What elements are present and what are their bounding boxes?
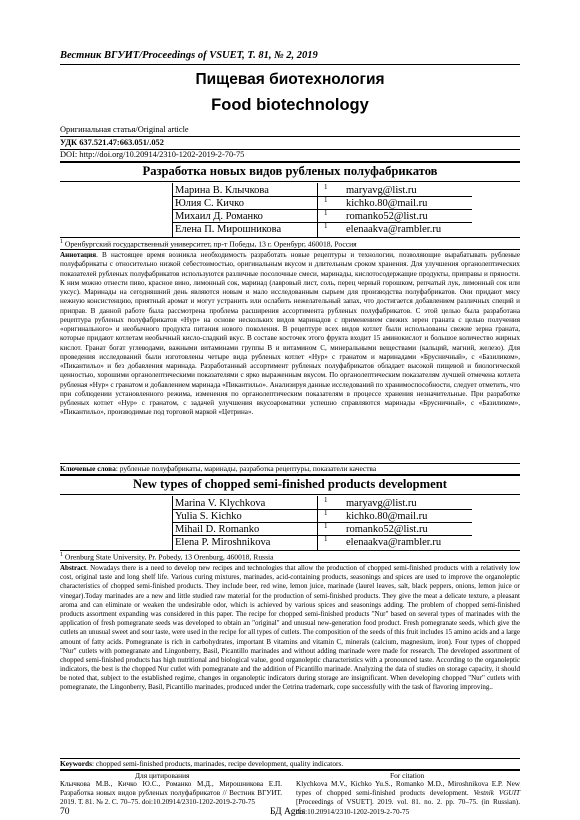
doi-link[interactable]: DOI: http://doi.org/10.20914/2310-1202-2019-2-70-75 [60, 150, 245, 159]
author-grid-line [317, 496, 318, 550]
affil-rule-ru [60, 249, 520, 250]
author-email[interactable]: romanko52@list.ru [346, 524, 428, 535]
journal-header: Вестник ВГУИТ/Proceedings of VSUET, Т. 81, № 2, 2019 [60, 50, 318, 61]
title-rule-ru [60, 181, 520, 182]
author-affil-sup: 1 [324, 196, 328, 204]
author-affil-sup: 1 [324, 183, 328, 191]
citation-en [296, 780, 520, 817]
keywords-label: Keywords [60, 759, 93, 768]
keywords-text: : рубленые полуфабрикаты, маринады, разработка рецептуры, показатели качества [115, 464, 377, 473]
citation-ru: Клычкова М.В., Кичко Ю.С., Романко М.Д., Мирошникова Е.П. Разработка новых видов рубленых полуфабрикатов // Вестник ВГУИТ. 2019. Т. 81. № 2. С. 70–75. doi:10.20914/2310-1202-2019-2-70-75 [60, 780, 282, 807]
section-title-ru: Пищевая биотехнология [195, 71, 385, 88]
author-grid-line [172, 522, 472, 523]
author-grid-line [172, 209, 472, 210]
author-email[interactable]: maryavg@list.ru [346, 185, 417, 196]
author-name: Elena P. Miroshnikova [175, 537, 271, 548]
author-grid-line [172, 196, 472, 197]
affiliation-text: Оренбургский государственный университет, пр-т Победы, 13 г. Оренбург, 460018, Россия [64, 239, 357, 249]
author-grid-line [317, 183, 318, 237]
author-name: Marina V. Klychkova [175, 498, 266, 509]
affiliation-text: Orenburg State University, Pr. Pobedy, 13 Orenburg, 460018, Russia [64, 552, 274, 562]
citation-label-ru: Для цитирования [135, 771, 190, 780]
author-row [172, 537, 472, 549]
section-title-en: Food biotechnology [211, 96, 369, 114]
author-grid-line [172, 183, 173, 237]
author-affil-sup: 1 [324, 222, 328, 230]
author-email[interactable]: kichko.80@mail.ru [346, 511, 428, 522]
page-number: 70 [60, 807, 70, 817]
article-title-ru: Разработка новых видов рубленых полуфабрикатов [142, 164, 438, 178]
author-affil-sup: 1 [324, 522, 328, 530]
authors-rule-en [60, 550, 520, 551]
affiliation-sup: 1 [60, 552, 63, 558]
keywords-ru [60, 464, 520, 473]
keywords-en [60, 759, 520, 768]
author-grid-line [172, 535, 472, 536]
article-type: Оригинальная статья/Original article [60, 125, 189, 134]
citation-label-en: For citation [390, 771, 425, 780]
abstract-label: Abstract [60, 564, 87, 572]
author-grid-line [172, 509, 472, 510]
author-email[interactable]: romanko52@list.ru [346, 211, 428, 222]
author-name: Михаил Д. Романко [175, 211, 263, 222]
author-name: Юлия С. Кичко [175, 198, 244, 209]
author-name: Yulia S. Kichko [175, 511, 242, 522]
keywords-rule-ru [60, 474, 520, 476]
article-title-en: New types of chopped semi-finished products development [133, 477, 447, 491]
abstract-en [60, 564, 520, 758]
author-email[interactable]: elenaakva@rambler.ru [346, 537, 442, 548]
meta-rule-1 [60, 136, 520, 137]
author-affil-sup: 1 [324, 535, 328, 543]
abstract-label: Аннотация [60, 251, 97, 259]
affil-rule-en [60, 562, 520, 563]
citation-en-text: Klychkova M.V., Kichko Yu.S., Romanko M.D., Miroshnikova E.P. New types of chopped semi-finished products development. [296, 780, 520, 798]
meta-rule-3 [60, 161, 520, 163]
keywords-text: : chopped semi-finished products, marinades, recipe development, quality indicators. [92, 759, 344, 768]
author-name: Mihail D. Romanko [175, 524, 260, 535]
abstract-ru [60, 251, 520, 463]
author-affil-sup: 1 [324, 496, 328, 504]
affiliation-ru [60, 239, 357, 249]
author-affil-sup: 1 [324, 509, 328, 517]
keywords-label: Ключевые слова [60, 464, 116, 473]
title-rule-en [60, 494, 520, 495]
database-label: БД Agris [270, 807, 306, 817]
author-name: Елена П. Мирошникова [175, 224, 282, 235]
citation-en-journal: Vestnik VGUIT [473, 789, 520, 798]
affiliation-en [60, 552, 274, 562]
author-row [172, 224, 472, 236]
abstract-text: . Nowadays there is a need to develop new recipes and technologies that allow the production of chopped semi-finished products with a relatively low cost, original taste and long shelf life. Various curing mixtures, marinades, acid-containing products, seasonings and spices are used to improve the organoleptic characteristics of chopped semi-finished products. They include beer, red wine, lemon juice, marinade (laurel leaves, salt, black peppers, onions, lemon juice or vinegar).Today marinades are a new and little studied raw material for the production of semi-finished products. They give the meat a delicate texture, a pleasant aroma and can eliminate or weaken the undesirable odor, which is achieved by various spices and seasonings adding. The problem of chopped semi-finished products assortment expanding was considered in this paper. The recipe for chopped semi-finished products "Nur" based on several types of marinades with the application of fresh pomegranate seeds was developed to obtain an "original" and unusual new-generation food product. Fresh pomegranate seeds, which give the cutlets an unusual sweet and sour taste, were used in the recipe for all types of cutlets. The composition of the seeds of this fruit includes 15 amino acids and a large amount of fatty acids. Pomegranate is rich in carbohydrates, important B vitamins and vitamin C, minerals (calcium, magnesium, iron). Four types of chopped "Nur" cutlets with pomegranate and Lingonberry, Basil, Picantillo marinades and without adding marinade were made for research. The developed assortment of chopped semi-finished products has high nutritional and biological value, good organoleptic characteristics with a pronounced taste. According to the organoleptic indicators, the best is the chopped Nur cutlet with pomegranate and the addition of Picantillo marinade. Analyzing the data of studies on storage capacity, it should be noted that, subject to the established regime, changes in organoleptic indicators during storage are insignificant. When developing chopped "Nur" cutlets with pomegranate, the Lingonberry, Basil, Picantillo marinades, produced under the Cetrina trademark, cope successfully with the task of flavoring improving.. [60, 564, 520, 692]
author-email[interactable]: elenaakva@rambler.ru [346, 224, 442, 235]
udc-code: УДК 637.521.47:663.051/.052 [60, 138, 164, 147]
authors-rule-ru [60, 237, 520, 238]
affiliation-sup: 1 [60, 239, 63, 245]
author-email[interactable]: kichko.80@mail.ru [346, 198, 428, 209]
author-name: Марина В. Клычкова [175, 185, 269, 196]
author-grid-line [172, 496, 173, 550]
header-rule [60, 64, 520, 65]
author-affil-sup: 1 [324, 209, 328, 217]
abstract-text: . В настоящее время возникла необходимость разработать новые рецептуры и технологии, позволяющие вырабатывать рубленые полуфабрикаты с относительно низкой себестоимостью, оригинальным вкусом и длительным сроком хранения. Для улучшения органолептических показателей рубленых полуфабрикатов используются различные посолочные смеси, маринады, кислотосодержащие продукты, приправы и пряности. К ним можно отнести пиво, красное вино, лимонный сок, маринад (лавровый лист, соль, перец черный горошком, репчатый лук, лимонный сок или уксус). Маринады на сегодняшний день являются новым и мало исследованным сырьем для производства полуфабрикатов. Они придают мясу нежную консистенцию, приятный аромат и могут устранить или ослабить нежелательный запах, что достигается добавлением различных специй и приправ. В данной работе была рассмотрена проблема расширения ассортимента рубленых полуфабрикатов. С этой целью была разработана рецептура рубленых полуфабрикатов «Нур» на основе нескольких видов маринадов с применением свежих зерен граната с целью получения «оригинального» и необычного продукта питания нового поколения. В рецептуре всех видов котлет были использованы свежие зерна граната, которые придают котлетам необычный кисло-сладкий вкус. В составе косточек этого фрукта входит 15 аминокислот и большое количество жирных кислот. Гранат богат углеводами, важными витаминами группы В и витамином С, минеральными веществами (кальций, магний, железо). Для проведения исследований были изготовлены четыре вида рубленых котлет «Нур» с гранатом и маринадами «Брусничный», с «Базиликом», «Пикантильо» и без добавления маринада. Разработанный ассортимент рубленых полуфабрикатов обладает высокой пищевой и биологической ценностью, хорошими органолептическими показателями с ярко выраженным вкусом. По органолептическим показателям лучшей отмечена котлета рубленая «Нур» с гранатом и добавлением маринада «Пикантильо». Анализируя данные исследований по хранимоспособности, следует отметить, что при соблюдении установленного режима, изменения по органолептическим показателям в процессе хранения незначительные. При разработке рубленых котлет «Нур» с гранатом, с задачей улучшения вкусоароматики успешно справляются маринады «Брусничный», с «Базиликом», «Пикантильо», производимые под торговой маркой «Цетрина». [60, 251, 520, 417]
author-email[interactable]: maryavg@list.ru [346, 498, 417, 509]
keywords-rule-en [60, 769, 520, 771]
author-grid-line [172, 222, 472, 223]
citation-en-text: [Proceedings of VSUET]. 2019. vol. 81. no. 2. pp. 70–75. (in Russian). doi:10.20914/2310-1202-2019-2-70-75 [296, 798, 520, 816]
